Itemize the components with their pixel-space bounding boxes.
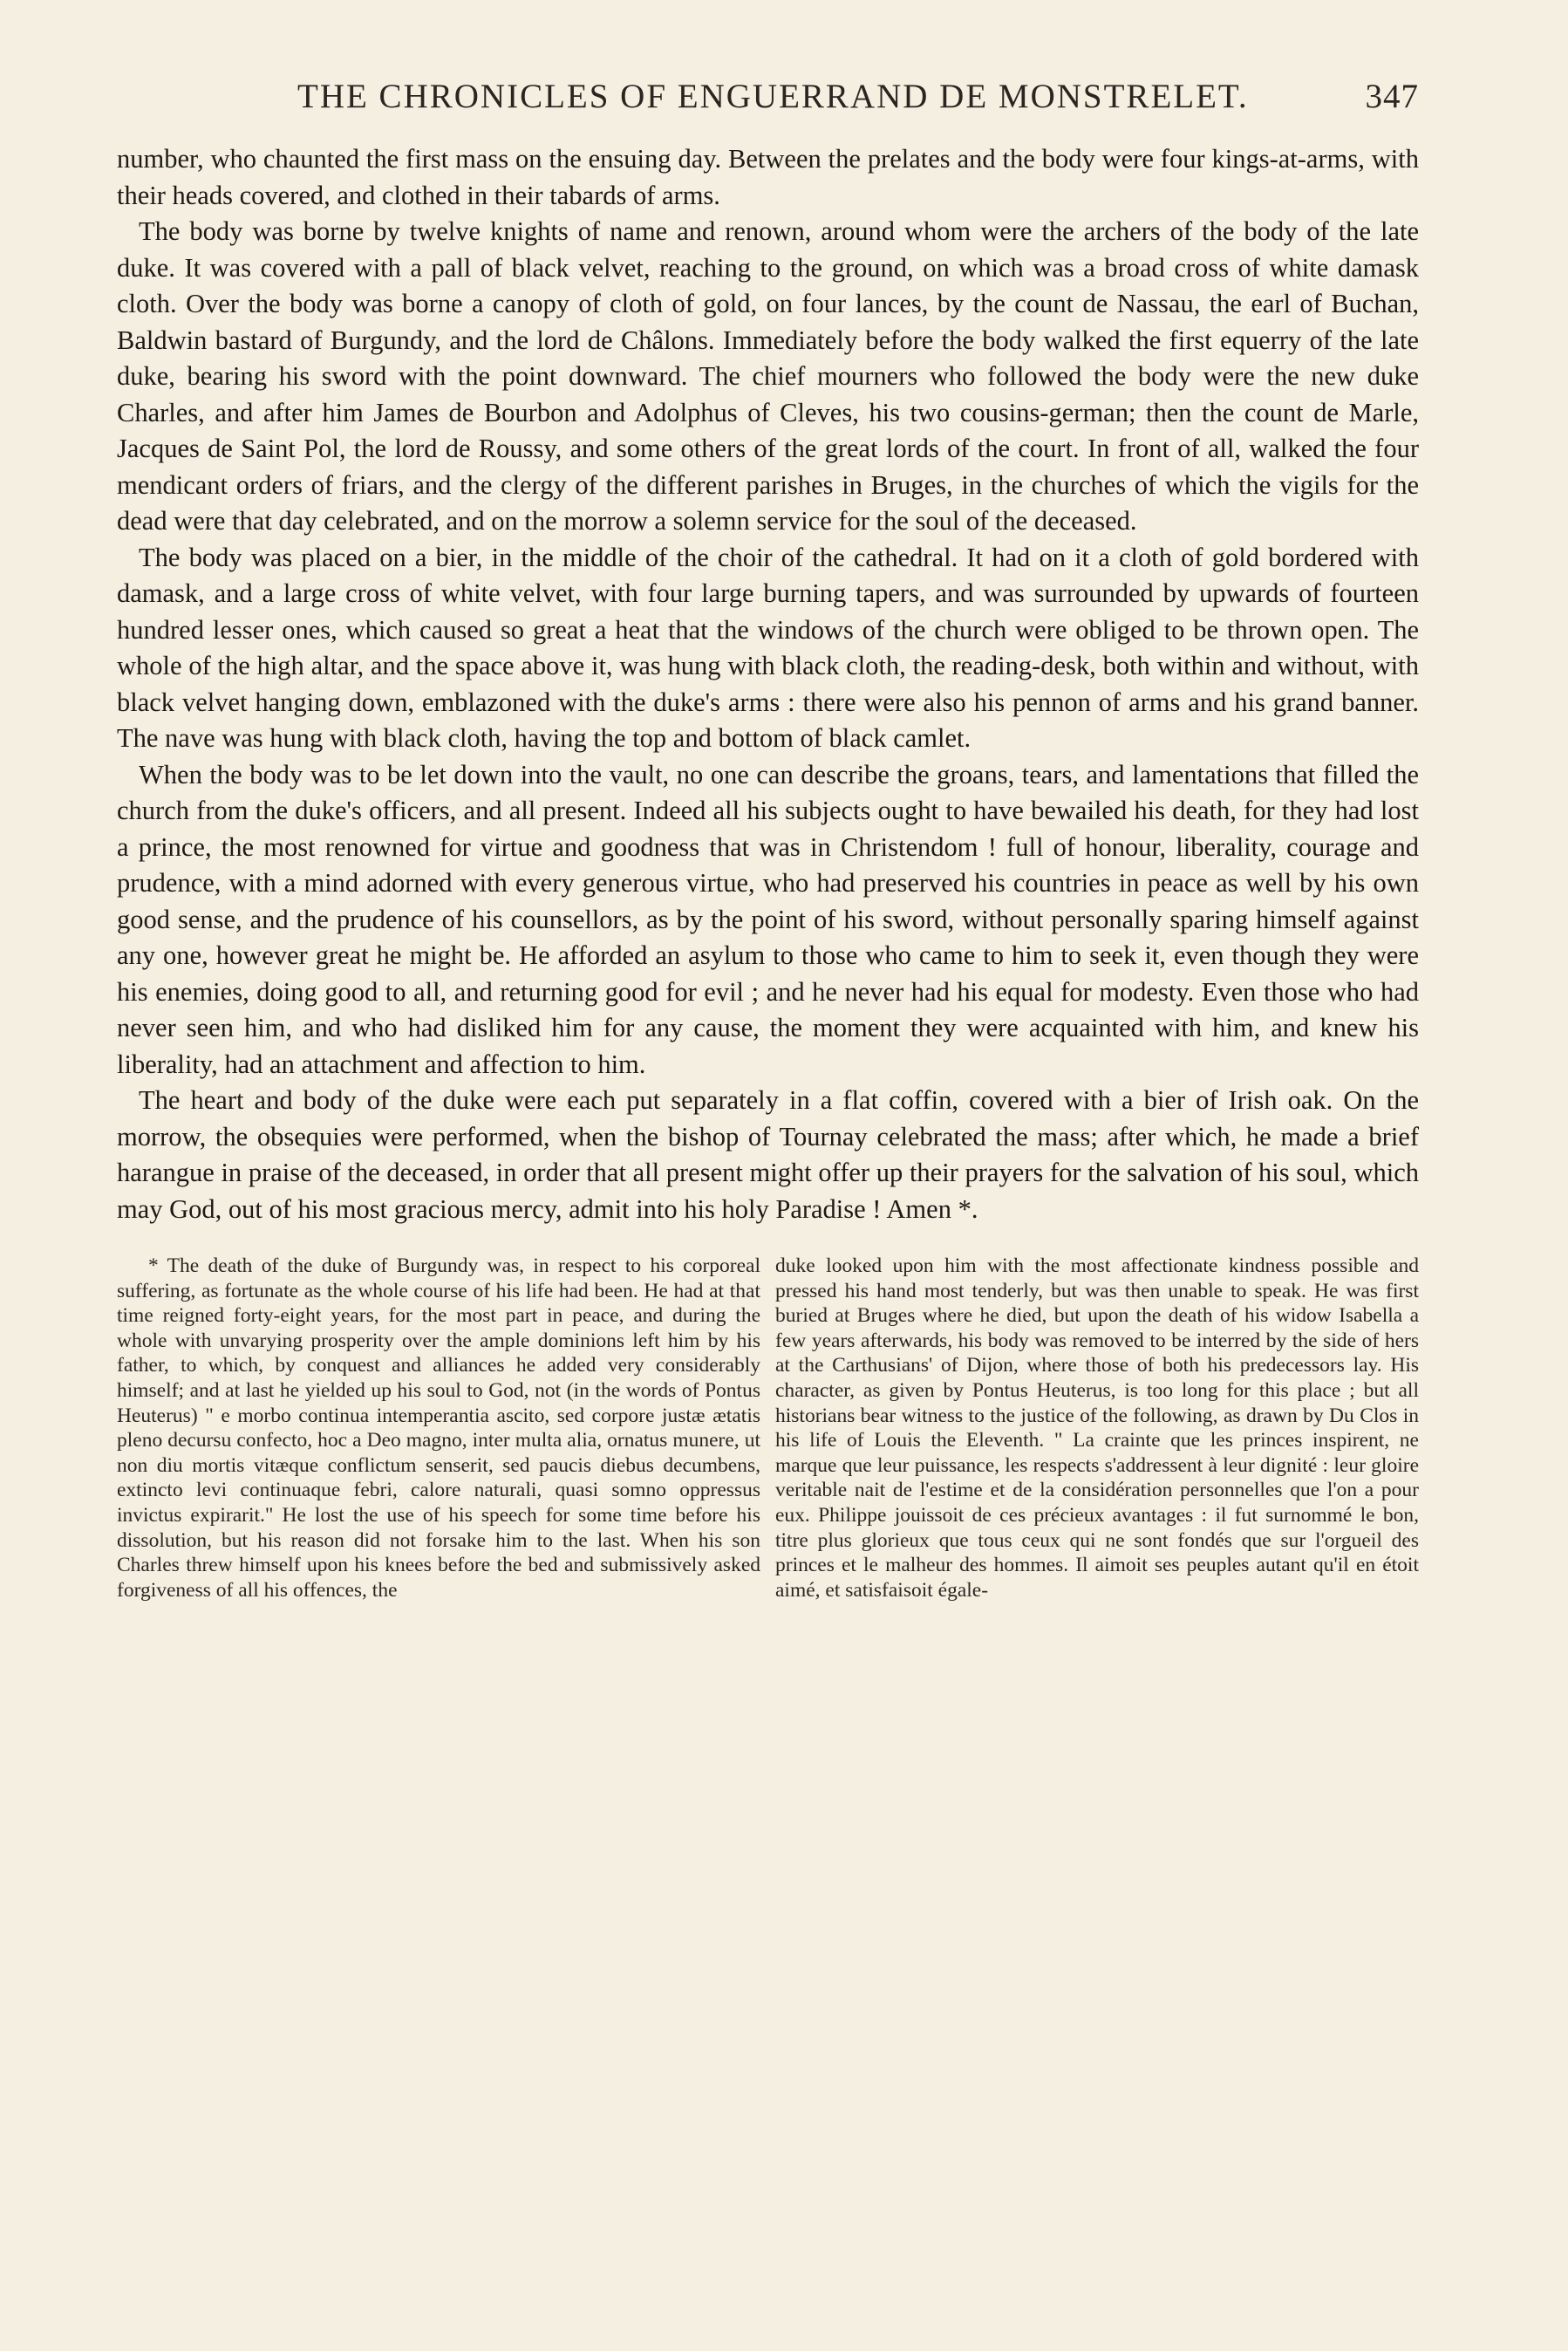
paragraph: The body was borne by twelve knights of name and renown, around whom were the archers of the body of the late duke. It was covered with a pall of black velvet, reaching to the ground, on which was a broad cross of white damask cloth. Over the body was borne a canopy of cloth of gold, on four lances, by the count de Nassau, the earl of Buchan, Baldwin bastard of Burgundy, and the lord de Châlons. Immediately before the body walked the first equerry of the late duke, bearing his sword with the point downward. The chief mourners who followed the body were the new duke Charles, and after him James de Bourbon and Adolphus of Cleves, his two cousins-german; then the count de Marle, Jacques de Saint Pol, the lord de Roussy, and some others of the great lords of the court. In front of all, walked the four mendicant orders of friars, and the clergy of the different parishes in Bruges, in the churches of which the vigils for the dead were that day celebrated, and on the morrow a solemn service for the soul of the deceased.: [117, 216, 1419, 536]
footnote-text: duke looked upon him with the most affectionate kindness possible and pressed his hand most tenderly, but was then unable to speak. He was first buried at Bruges where he died, but upon the death of his widow Isabella a few years afterwards, his body was removed to be interred by the side of hers at the Carthusians' of Dijon, where those of both his predecessors lay. His character, as given by Pontus Heuterus, is too long for this place ; but all historians bear witness to the justice of the following, as drawn by Du Clos in his life of Louis the Eleventh. " La crainte que les princes inspirent, ne marque que leur puissance, les respects s'addressent à leur dignité : leur gloire veritable nait de l'estime et de la considération personnelles que l'on a pour eux. Philippe jouissoit de ces précieux avantages : il fut surnommé le bon, titre plus glorieux que tous ceux qui ne sont fondés que sur l'orgueil des princes et le malheur des hommes. Il aimoit ses peuples autant qu'il en étoit aimé, et satisfaisoit égale-: [775, 1254, 1419, 1602]
footnote-column-right: [775, 1254, 1419, 1603]
running-title: THE CHRONICLES OF ENGUERRAND DE MONSTRELET.: [297, 78, 1249, 115]
main-text: [117, 141, 1419, 1227]
footnote-column-left: [117, 1254, 760, 1603]
paragraph: When the body was to be let down into the vault, no one can describe the groans, tears, and lamentations that filled the church from the duke's officers, and all present. Indeed all his subjects ought to have bewailed his death, for they had lost a prince, the most renowned for virtue and goodness that was in Christendom ! full of honour, liberality, courage and prudence, with a mind adorned with every generous virtue, who had preserved his countries in peace as well by his own good sense, and the prudence of his counsellors, as by the point of his sword, without personally sparing himself against any one, however great he might be. He afforded an asylum to those who came to him to seek it, even though they were his enemies, doing good to all, and returning good for evil ; and he never had his equal for modesty. Even those who had never seen him, and who had disliked him for any cause, the moment they were acquainted with him, and knew his liberality, had an attachment and affection to him.: [117, 759, 1419, 1079]
paragraph: number, who chaunted the first mass on the ensuing day. Between the prelates and the body were four kings-at-arms, with their heads covered, and clothed in their tabards of arms.: [117, 144, 1419, 210]
paragraph: The heart and body of the duke were each put separately in a flat coffin, covered with a bier of Irish oak. On the morrow, the obsequies were performed, when the bishop of Tournay celebrated the mass; after which, he made a brief harangue in praise of the deceased, in order that all present might offer up their prayers for the salvation of his soul, which may God, out of his most gracious mercy, admit into his holy Paradise ! Amen *.: [117, 1085, 1419, 1224]
footnote-text: * The death of the duke of Burgundy was, in respect to his corporeal suffering, as fortunate as the whole course of his life had been. He had at that time reigned forty-eight years, for the most part in peace, and during the whole with unvarying prosperity over the ample dominions left him by his father, to which, by conquest and alliances he added very considerably himself; and at last he yielded up his soul to God, not (in the words of Pontus Heuterus) " e morbo continua intemperantia ascito, sed corpore justæ ætatis pleno decursu confecto, hoc a Deo magno, inter multa alia, ornatus munere, ut non diu mortis vitæque conflictum senserit, sed paucis diebus decumbens, extincto levi continuaque febri, calore naturali, quasi somno oppressus invictus expirarit." He lost the use of his speech for some time before his dissolution, but his reason did not forsake him to the last. When his son Charles threw himself upon his knees before the bed and submissively asked forgiveness of all his offences, the: [117, 1254, 760, 1602]
running-header: [297, 77, 1419, 116]
page-number: 347: [1365, 78, 1419, 115]
paragraph: The body was placed on a bier, in the middle of the choir of the cathedral. It had on it a cloth of gold bordered with damask, and a large cross of white velvet, with four large burning tapers, and was surrounded by upwards of fourteen hundred lesser ones, which caused so great a heat that the windows of the church were obliged to be thrown open. The whole of the high altar, and the space above it, was hung with black cloth, the reading-desk, both within and without, with black velvet hanging down, emblazoned with the duke's arms : there were also his pennon of arms and his grand banner. The nave was hung with black cloth, having the top and bottom of black camlet.: [117, 542, 1419, 753]
footnote-section: [117, 1254, 1419, 1603]
